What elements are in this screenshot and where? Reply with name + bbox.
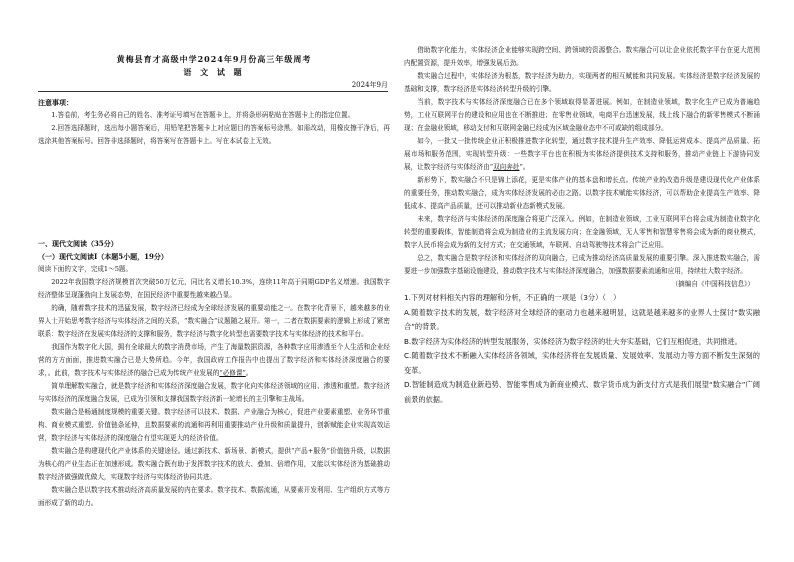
notes-item-2: 2.回答选择题时，选出每小题答案后，用铅笔把答题卡上对应题目的答案标号涂黑。如需改动，用橡皮擦干净后，再选涂其他答案标号。回答非选择题时，将答案写在答题卡上。写在本试卷上无效。 — [38, 124, 390, 145]
notes-heading: 注意事项： — [38, 98, 73, 107]
right-para-1: 借助数字化能力，实体经济企业能够实现跨空间、跨领域的资源整合。数实融合可以让企业依托数字平台在更大范围内配置资源，提升效率，增强发展后劲。 — [404, 46, 760, 67]
option-b: B.数字经济为实体经济的转型发展服务，实体经济为数字经济的壮大夯实基础，它们互相促进，共同推进。 — [404, 336, 742, 346]
right-para-4-text: 如今，一批又一批传统企业正积极推进数字化转型，通过数字技术提升生产效率、降低运营成本、提高产品质量、拓展市场和服务范围，实现转型升级：一些数字平台也在积极为实体经济提供技术支持和服务，推动产业链上下游协同发展，让数字经济与实体经济由“ — [404, 137, 760, 171]
passage-underline-1: “必修课” — [219, 369, 246, 377]
passage-underline-2: 双向奔赴 — [493, 163, 520, 171]
right-para-7: 总之，数实融合是数字经济和实体经济的双向融合，已成为推动经济高质量发展的重要引擎。深入推进数实融合，需要进一步加强数字基础设施建设，推动数字技术与实体经济深度融合，加强数据要素流通和应用，持续壮大数字经济。 — [404, 254, 760, 275]
right-para-5: 新形势下，数实融合不只是锦上添花，更是实体产业的基本盘和增长点。传统产业的改造升级是建设现代化产业体系的重要任务，推动数实融合，成为实体经济发展的必由之路。以数字技术赋能实体经济，可以帮助企业提高生产效率、降低成本、提高产品质量，还可以推动新业态新模式发展。 — [404, 176, 760, 210]
right-para-4-end: ”。 — [519, 163, 530, 171]
section-heading: 一、现代文阅读（35分） — [38, 239, 118, 248]
passage-source: （摘编自《中国科技信息》） — [671, 280, 754, 288]
passage-para-3-b: 。此前，数字技术与实体经济的融合已成为传统产业发展的 — [47, 369, 220, 377]
notes-block — [38, 96, 390, 148]
passage-para-1: 2022年我国数字经济规模首次突破50万亿元，同比名义增长10.3%，连续11年高于同期GDP名义增速。我国数字经济整体呈现蓬勃向上发展态势，在国民经济中重要性越来越凸显。 — [38, 278, 390, 299]
exam-title: 黄梅县育才高级中学2024年9月份高三年级周考 — [116, 54, 312, 64]
passage-para-4: 简单理解数实融合，就是数字经济和实体经济深度融合发展，数字化向实体经济领域的应用、渗透和重塑。数字经济与实体经济的深度融合发展，已成为引领和支撑我国数字经济新一轮增长的主引擎和主战场。 — [38, 382, 390, 403]
right-column — [404, 44, 760, 407]
exam-date: 2024年9月 — [38, 80, 388, 92]
right-para-3: 当前，数字技术与实体经济深度融合已在多个领域取得显著进展。例如，在制造业领域，数字化生产已成为普遍趋势，工业互联网平台的建设和应用也在不断推进；在零售业领域，电商平台迅速发展，线上线下融合的新零售模式不断涌现；在金融业领域，移动支付和互联网金融已经成为区域金融业态中不可或缺的组成部分。 — [404, 98, 760, 132]
passage-para-3-a: 我国作为数字化大国，拥有全球最大的数字消费市场，产生了海量数据资源，各种数字应用渗透至个人生活和企业经营的方方面面，推进数实融合已是大势所趋。今年，我国政府工作报告中也提出了数字经济和实体经济深度融合的要求， — [38, 343, 390, 377]
option-d: D.智能制造成为制造业新趋势、智能零售成为新商业模式、数字货币成为新支付方式是我们展望“数实融合”广阔前景的依据。 — [404, 380, 760, 404]
section-subheading: （一）现代文阅读Ⅰ（本题5小题，19分） — [38, 252, 168, 261]
option-c: C.随着数字技术不断融入实体经济各领域，实体经济将在发展质量、发展效率、发展动力等方面不断发生深刻的变革。 — [404, 351, 760, 375]
right-para-4 — [404, 135, 760, 174]
passage-para-7: 数实融合是以数字技术推动经济高质量发展的内在要求。数字技术、数据流通，从要素开发利用、生产组织方式等方面形成了新的动力。 — [38, 486, 390, 507]
section-reading — [38, 237, 390, 510]
question-1: 1.下列对材料相关内容的理解和分析，不正确的一项是（3分）（ ） — [404, 293, 621, 302]
right-para-6: 未来，数字经济与实体经济的深度融合将更广泛深入。例如，在制造业领域，工业互联网平台将会成为制造业数字化转型的重要载体，智能制造将会成为制造业的主流发展方向；在金融领域，无人零售和智慧零售将会成为新的商业模式，数字人民币将会成为新的支付方式；在交通领域，车联网、自动驾驶等技术将会广泛应用。 — [404, 215, 760, 249]
subject-title: 语 文 试 题 — [183, 67, 245, 77]
passage-para-6: 数实融合是构建现代化产业体系的关键途径。通过新技术、新场景、新模式，提供“产品+服务”价值链升级，以数据为核心的产业生态正在加速形成。数实融合既有助于发挥数字技术的放大、叠加、倍增作用，又能以实体经济为基础推动数字经济做强做优做大，实现数字经济与实体经济协同共进。 — [38, 447, 390, 481]
right-para-2: 数实融合过程中，实体经济为根基，数字经济为助力，实现两者的相互赋能和共同发展。实体经济是数字经济发展的基础和支撑，数字经济是实体经济转型升级的引擎。 — [404, 72, 760, 93]
reading-instruction: 阅读下面的文字，完成1～5题。 — [38, 265, 133, 273]
passage-para-5: 数实融合是畅通制度规模的重要关键。数字经济可以技术、数据、产业融合为核心，促进产业要素重塑、业务环节重构、商业模式重塑、价值链条延伸，且数据要素的流通和再利用重要推动产业升级和质量提升，创新赋能企业实现高效运营，数字经济与实体经济的深度融合有望实现更大的经济价值。 — [38, 408, 390, 442]
passage-para-2: 的确，随着数字技术的迅猛发展，数字经济已经成为全球经济发展的重要动能之一。在数字化背景下，越来越多的业界人士开始思考数字经济与实体经济之间的关系，“数实融合”议题随之展开。第一，二者在数据要素的逻辑上形成了紧密联系：数字经济在发展实体经济的支撑和服务，数字经济与数字化转型也需要数字技术与实体经济的技术和平台。 — [38, 304, 390, 338]
notes-item-1: 1.答卷前，考生务必将自己的姓名、准考证号填写在答题卡上，并将条形码粘贴在答题卡上的指定位置。 — [51, 111, 355, 119]
option-a: A.随着数字技术的发展，数字经济对全球经济的驱动力也越来越明显，这就是越来越多的业界人士探讨“数实融合”的背景。 — [404, 307, 760, 331]
passage-para-3: 我国作为数字化大国，拥有全球最大的数字消费市场，产生了海量数据资源，各种数字应用渗透至个人生活和企业经营的方方面面，推进数实融合已是大势所趋。今年，我国政府工作报告中也提出了数字经济和实体经济深度融合的要求，。此前，数字技术与实体经济的融合已成为传统产业发展的“必修课”。 — [38, 343, 390, 377]
